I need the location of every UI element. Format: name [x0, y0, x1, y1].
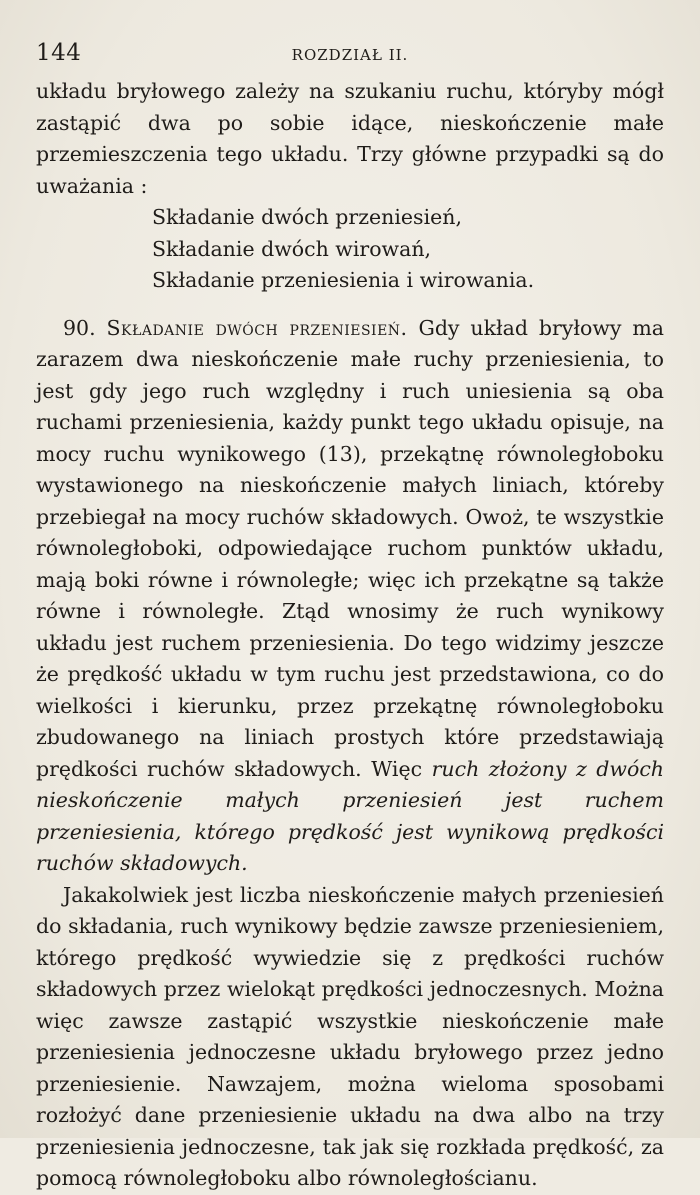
- closing-paragraph: Jakakolwiek jest liczba nieskończenie małych przeniesień do składania, ruch wynikowy będzie zawsze przeniesieniem, którego prędkość wywiedzie się z prędkości ruchów składowych przez wielokąt prędkości jednoczesnych. Można więc zawsze zastąpić wszystkie nieskończenie małe przeniesienia jednoczesne układu bryłowego przez jedno przeniesienie. Nawzajem, można wieloma sposobami rozłożyć dane przeniesienie układu na dwa albo na trzy przeniesienia jednoczesne, tak jak się rozkłada prędkość, za pomocą równoległoboku albo równoległościanu.: [36, 882, 664, 1190]
- intro-paragraph: układu bryłowego zależy na szukaniu ruchu, któryby mógł zastąpić dwa po sobie idące, nieskończenie małe przemieszczenia tego układu. Trzy główne przypadki są do uważania :: [36, 79, 664, 198]
- section-90-paragraph: [36, 313, 664, 880]
- case-item: Składanie dwóch przeniesień,: [152, 205, 462, 229]
- case-item: Składanie przeniesienia i wirowania.: [152, 268, 535, 292]
- page-header: [36, 36, 664, 76]
- section-number: 90.: [63, 315, 96, 340]
- case-item: Składanie dwóch wirowań,: [152, 236, 432, 261]
- body-text: [36, 76, 664, 1195]
- section-theorem: ruch złożony z dwóch nieskończenie małych przeniesień jest ruchem przeniesienia, którego prędkość jest wynikową prędkości ruchów składowych.: [36, 756, 665, 875]
- running-head: ROZDZIAŁ II.: [291, 46, 409, 64]
- page-number: 144: [36, 40, 82, 66]
- section-heading: Składanie dwóch przeniesień.: [106, 315, 408, 340]
- cases-list: [152, 202, 664, 297]
- section-text: Gdy układ bryłowy ma zarazem dwa nieskończenie małe ruchy przeniesienia, to jest gdy jego ruch względny i ruch uniesienia są oba ruchami przeniesienia, każdy punkt tego układu opisuje, na mocy ruchu wynikowego (13), przekątnę równoległoboku wystawionego na nieskończenie małych liniach, któreby przebiegał na mocy ruchów składowych. Owoż, te wszystkie równoległoboki, odpowiedające ruchom punktów układu, mają boki równe i równoległe; więc ich przekątne są także równe i równoległe. Ztąd wnosimy że ruch wynikowy układu jest ruchem przeniesienia. Do tego widzimy jeszcze że prędkość układu w tym ruchu jest przedstawiona, co do wielkości i kierunku, przez przekątnę równoległoboku zbudowanego na liniach prostych które przedstawiają prędkości ruchów składowych. Więc: [36, 315, 665, 781]
